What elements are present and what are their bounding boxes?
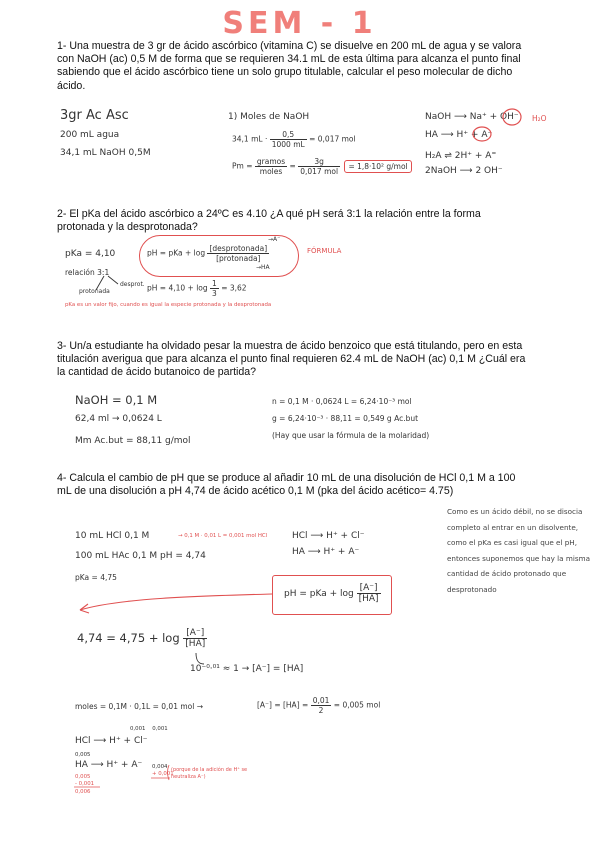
q2-calc-num: 1: [212, 279, 217, 288]
q1-reaction-3: H₂A ⇌ 2H⁺ + A⁼: [425, 151, 497, 161]
q1-moles-result: = 0,017 mol: [309, 134, 356, 144]
q2-formula-den: [protonada]: [216, 254, 261, 263]
q1-pm-den-2: 0,017 mol: [300, 167, 339, 176]
q2-calc-result: = 3,62: [221, 283, 247, 293]
q2-formula-label: FÓRMULA: [307, 247, 342, 255]
q4-reaction-4: HA ⟶ H⁺ + A⁻: [75, 760, 143, 770]
q3-line-2: 62,4 ml → 0,0624 L: [75, 414, 162, 424]
q2-formula-num: [desprotonada]: [209, 244, 268, 253]
q2-a-minus-label: →A⁻: [268, 236, 281, 243]
q1-data-line-2: 200 mL agua: [60, 130, 120, 140]
question-3-text: 3- Un/a estudiante ha olvidado pesar la muestra de ácido benzoico que está titulando, pero en esta titulación averigua que para alcanza el punto final requieren 62.4 mL de NaOH (ac) 0,1 M ¿Cuál era la cantidad de ácido butanoico de partida?: [57, 340, 526, 379]
q4-reaction-1: HCl ⟶ H⁺ + Cl⁻: [292, 531, 365, 541]
q1-pm-result: = 1,8·10² g/mol: [344, 160, 411, 173]
q1-pm-num-2: 3g: [298, 157, 340, 167]
question-1-text: 1- Una muestra de 3 gr de ácido ascórbico (vitamina C) se disuelve en 200 mL de agua y se valora con NaOH (ac) 0,5 M de forma que se requieren 34.1 mL de esta última para alcanza el punto final sabiendo que el ácido ascórbico tiene un solo grupo titulable, calcular el peso molecular de dicho ácido.: [57, 40, 522, 92]
q1-reaction-4: 2NaOH ⟶ 2 OH⁻: [425, 166, 503, 176]
q4-equation-3: 10⁻⁰·⁰¹ ≈ 1 → [A⁻] = [HA]: [190, 664, 304, 674]
q4-moles-den: 2: [318, 706, 324, 715]
q4-line-3: pKa = 4,75: [75, 573, 117, 582]
q1-pm-equals: =: [289, 161, 296, 171]
q4-eq2-num: [A⁻]: [183, 628, 207, 639]
q1-pm-den-1: moles: [259, 167, 283, 176]
q1-moles-title: 1) Moles de NaOH: [228, 112, 310, 122]
q4-moles-result: = 0,005 mol: [333, 700, 381, 710]
q1-pm-lhs: Pm =: [232, 161, 253, 171]
q2-formula-lhs: pH = pKa + log: [147, 248, 206, 258]
q2-relation: relación 3:1: [65, 268, 110, 277]
q4-rx4-d: + 0,001: [152, 771, 174, 777]
q4-formula-num: [A⁻]: [357, 583, 381, 594]
q2-protonada-label: protonada: [79, 288, 110, 295]
q4-rx4-c: 0,004: [152, 764, 168, 770]
q3-line-1: NaOH = 0,1 M: [75, 393, 158, 407]
q4-moles-num: 0,01: [312, 696, 330, 705]
q1-pm-num-1: gramos: [256, 157, 286, 166]
question-2-text: 2- El pKa del ácido ascórbico a 24ºC es 4.10 ¿A qué pH será 3:1 la relación entre la forma protonada y la desprotonada?: [57, 208, 481, 234]
q4-reaction-2: HA ⟶ H⁺ + A⁻: [292, 547, 360, 557]
q1-data-line-1: 3gr Ac Asc: [60, 108, 129, 123]
q1-h2o-label: H₂O: [532, 114, 547, 123]
q2-pka: pKa = 4,10: [65, 249, 116, 259]
q1-moles-lhs: 34,1 mL ·: [232, 134, 268, 144]
q4-line-1b: → 0,1 M · 0,01 L = 0,001 mol HCl: [178, 533, 268, 539]
q4-moles: moles = 0,1M · 0,1L = 0,01 mol →: [75, 702, 203, 711]
page-title: SEM - 1: [222, 6, 377, 41]
q1-moles-num: 0,5: [270, 130, 307, 140]
q4-rx4-top: 0,005: [75, 752, 91, 758]
q4-top-values: 0,001 0,001: [130, 726, 168, 732]
q1-moles-den: 1000 mL: [271, 140, 305, 149]
q4-reaction-3: HCl ⟶ H⁺ + Cl⁻: [75, 736, 148, 746]
q4-eq2-den: [HA]: [185, 639, 206, 649]
q2-note: pKa es un valor fijo, cuando es igual la especie protonada y la desprotonada: [65, 302, 272, 308]
relation-arrow-1: [96, 276, 104, 290]
q3-result-2: g = 6,24·10⁻³ · 88,11 = 0,549 g Ac.but: [272, 414, 419, 423]
q4-line-2: 100 mL HAc 0,1 M pH = 4,74: [75, 551, 206, 561]
q4-curve-arrow: [80, 594, 272, 610]
q1-reaction-2: HA ⟶ H⁺ + A⁻: [425, 130, 493, 140]
q4-rx4-e: 0,006: [75, 789, 91, 795]
question-4-text: 4- Calcula el cambio de pH que se produce al añadir 10 mL de una disolución de HCl 0,1 M a 100 mL de una disolución a pH 4,74 de ácido acético 0,1 M (pka del ácido acético= 4.75): [57, 472, 516, 498]
q2-desprot-label: desprot.: [120, 281, 145, 288]
q4-moles2-lhs: [A⁻] = [HA] =: [257, 700, 309, 710]
oh-circle: [503, 109, 521, 125]
q3-result-1: n = 0,1 M · 0,0624 L = 6,24·10⁻³ mol: [272, 397, 412, 406]
q4-formula-den: [HA]: [358, 594, 379, 604]
q4-side-note: Como es un ácido débil, no se disocia completo al entrar en un disolvente, como el pKa es casi igual que el pH, entonces suponemos que hay la misma cantidad de ácido protonado que desprotonado: [447, 507, 590, 594]
q2-calc-lhs: pH = 4,10 + log: [147, 283, 208, 293]
q3-result-3: (Hay que usar la fórmula de la molaridad): [272, 431, 430, 440]
q4-rx4-note: (porque de la adición de H⁺ se neutraliza A⁻): [171, 767, 248, 780]
h-plus-circle: [473, 127, 491, 141]
q2-ha-label: →HA: [256, 264, 270, 271]
q2-calc-den: 3: [212, 289, 217, 298]
q4-formula-lhs: pH = pKa + log: [284, 589, 354, 599]
q3-line-3: Mm Ac.but = 88,11 g/mol: [75, 436, 191, 446]
relation-arrow-2: [108, 276, 118, 284]
q4-line-1: 10 mL HCl 0,1 M: [75, 531, 150, 541]
q1-reaction-1: NaOH ⟶ Na⁺ + OH⁻: [425, 112, 519, 122]
q4-rx4-a: 0,005: [75, 774, 91, 780]
q4-eq2-lhs: 4,74 = 4,75 + log: [77, 631, 180, 645]
q4-small-arrow: [196, 653, 204, 664]
q1-data-line-3: 34,1 mL NaOH 0,5M: [60, 148, 151, 158]
q4-rx4-b: - 0,001: [75, 781, 95, 787]
